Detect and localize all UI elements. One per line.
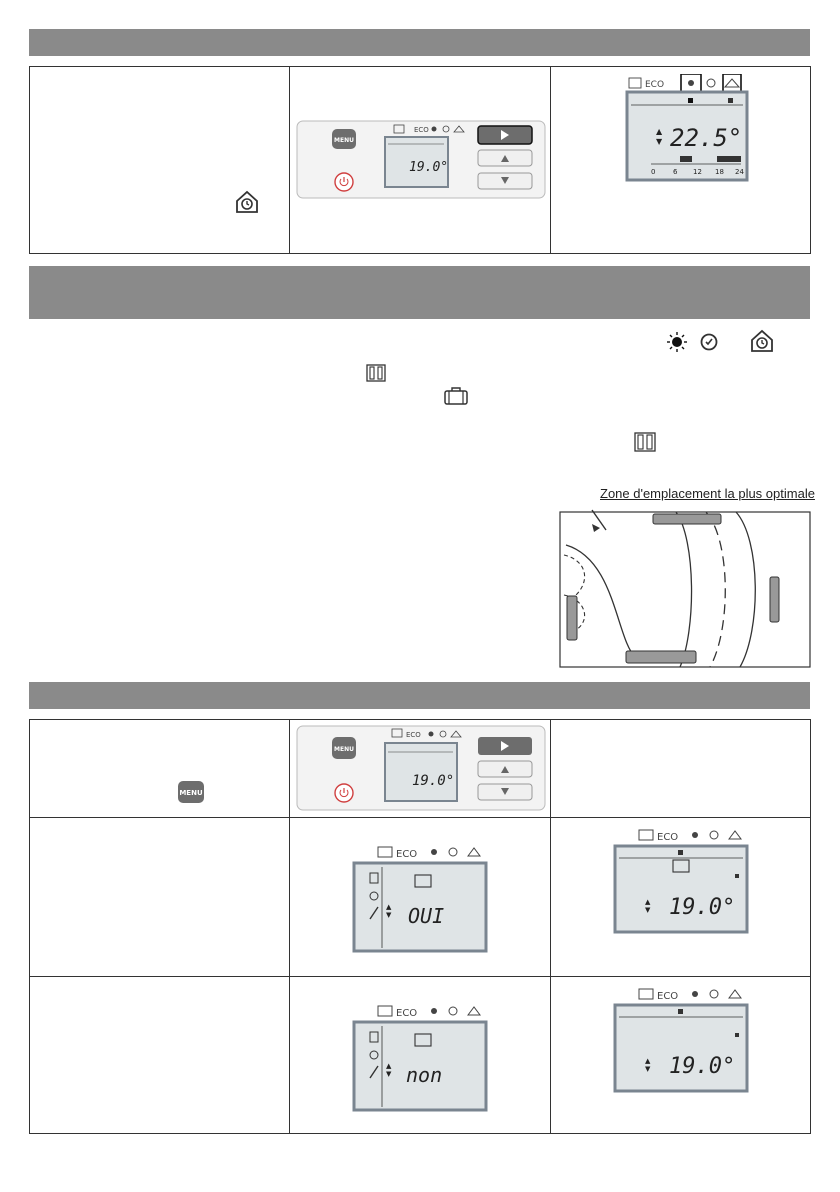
svg-text:▼: ▼ <box>386 911 392 919</box>
menu-button-label: MENU <box>179 789 203 797</box>
table2-row2-text <box>29 817 290 977</box>
mode-eco-label: ECO <box>414 126 429 134</box>
scale-tick-12: 12 <box>693 168 702 176</box>
table2-row2-lcd-result <box>550 817 811 977</box>
mode-eco-label: ECO <box>645 80 665 90</box>
section-header-bar-2 <box>29 266 810 319</box>
section-header-bar-1 <box>29 29 810 56</box>
lcd-display-result <box>611 828 751 936</box>
diagram-caption: Zone d'emplacement la plus optimale <box>600 486 815 501</box>
mode-eco-label: ECO <box>396 849 418 860</box>
svg-text:▼: ▼ <box>656 137 663 146</box>
scale-tick-24: 24 <box>735 168 744 176</box>
mode-eco-label: ECO <box>396 1008 418 1019</box>
lcd-choice-value: non <box>406 1063 443 1087</box>
menu-button-icon <box>177 780 205 804</box>
open-window-icon <box>634 432 656 452</box>
room-placement-diagram <box>556 500 814 676</box>
table2-row3-lcd-non <box>289 976 551 1134</box>
scale-tick-6: 6 <box>673 168 678 176</box>
table2-row1-empty <box>550 719 811 818</box>
home-clock-icon <box>749 328 775 354</box>
lcd-temperature: 19.0° <box>669 895 736 920</box>
home-clock-icon <box>234 189 260 215</box>
svg-text:▲: ▲ <box>645 898 651 906</box>
table1-cell-text <box>29 66 290 254</box>
scale-tick-18: 18 <box>715 168 724 176</box>
menu-button-label: MENU <box>334 137 354 144</box>
table2-row3-text <box>29 976 290 1134</box>
lcd-temperature: 19.0° <box>409 160 449 175</box>
lcd-menu-display <box>350 1002 490 1114</box>
svg-text:▲: ▲ <box>386 1062 392 1070</box>
lcd-menu-display <box>350 843 490 955</box>
table2-row2-lcd-oui <box>289 817 551 977</box>
table2-row1-device <box>289 719 551 818</box>
lcd-display-large <box>607 74 765 186</box>
lcd-display-result <box>611 987 751 1095</box>
table1-cell-device <box>289 66 551 254</box>
mode-eco-label: ECO <box>657 832 679 843</box>
svg-text:▼: ▼ <box>645 1065 651 1073</box>
section-header-bar-3 <box>29 682 810 709</box>
scale-tick-0: 0 <box>651 168 656 176</box>
thermostat-device-panel <box>296 725 546 811</box>
mode-eco-label: ECO <box>657 991 679 1002</box>
sun-icon <box>666 331 688 353</box>
suitcase-icon <box>443 386 469 406</box>
table2-row3-lcd-result <box>550 976 811 1134</box>
clock-icon <box>699 332 719 352</box>
svg-text:▼: ▼ <box>645 906 651 914</box>
svg-text:▲: ▲ <box>656 127 663 136</box>
menu-button-label: MENU <box>334 746 354 753</box>
thermostat-device-panel <box>296 120 546 199</box>
mode-eco-label: ECO <box>406 731 421 739</box>
svg-text:▼: ▼ <box>386 1070 392 1078</box>
table1-cell-lcd <box>550 66 811 254</box>
svg-text:▲: ▲ <box>386 903 392 911</box>
open-window-icon <box>366 364 386 382</box>
lcd-temperature: 19.0° <box>412 773 455 789</box>
lcd-choice-value: OUI <box>408 904 445 928</box>
svg-text:▲: ▲ <box>645 1057 651 1065</box>
table2-row1-text <box>29 719 290 818</box>
lcd-temperature: 19.0° <box>669 1054 736 1079</box>
lcd-temperature: 22.5° <box>670 124 743 152</box>
